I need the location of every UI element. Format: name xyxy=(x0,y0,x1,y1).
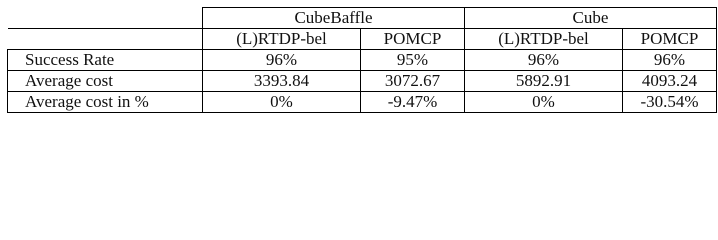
table-cell: 0% xyxy=(203,92,361,113)
group-header-cube: Cube xyxy=(465,8,717,29)
table-cell: 95% xyxy=(361,50,465,71)
table-row-success-rate xyxy=(8,50,717,71)
method-header-row xyxy=(8,29,717,50)
table-row-average-cost-percent xyxy=(8,92,717,113)
table-row-average-cost xyxy=(8,71,717,92)
method-header: POMCP xyxy=(623,29,717,50)
table-cell: -9.47% xyxy=(361,92,465,113)
table-cell: 0% xyxy=(465,92,623,113)
method-header: POMCP xyxy=(361,29,465,50)
table-cell: -30.54% xyxy=(623,92,717,113)
method-header: (L)RTDP-bel xyxy=(203,29,361,50)
table-cell: 3393.84 xyxy=(203,71,361,92)
method-header: (L)RTDP-bel xyxy=(465,29,623,50)
table-cell: 3072.67 xyxy=(361,71,465,92)
table-cell: 5892.91 xyxy=(465,71,623,92)
results-table xyxy=(7,7,717,113)
row-label: Average cost in % xyxy=(8,92,203,113)
group-header-row xyxy=(8,8,717,29)
table-cell: 96% xyxy=(623,50,717,71)
table-cell: 96% xyxy=(465,50,623,71)
row-label: Success Rate xyxy=(8,50,203,71)
corner-cell xyxy=(8,8,203,29)
table-cell: 96% xyxy=(203,50,361,71)
group-header-cubebaffle: CubeBaffle xyxy=(203,8,465,29)
corner-cell-2 xyxy=(8,29,203,50)
table-cell: 4093.24 xyxy=(623,71,717,92)
row-label: Average cost xyxy=(8,71,203,92)
